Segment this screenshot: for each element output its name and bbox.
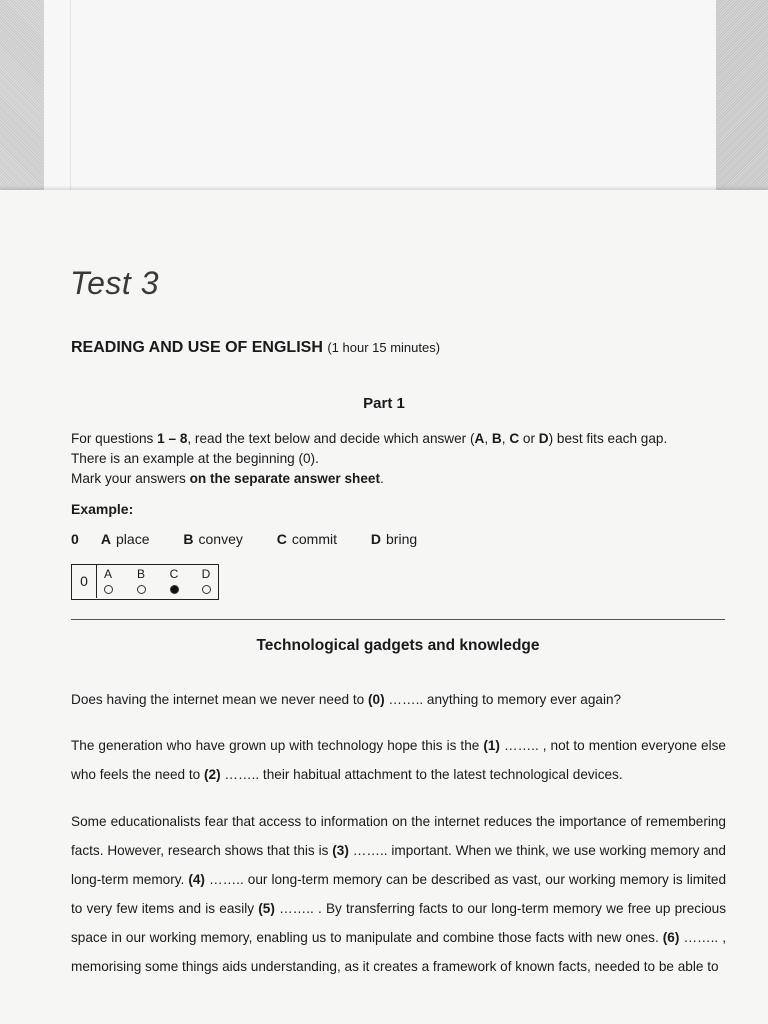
instruction-line-1: For questions 1 – 8, read the text below and decide which answer (A, B, C or D) best fits each gap.: [71, 431, 668, 446]
gap-1: (1): [483, 738, 500, 753]
instruction-line-2: There is an example at the beginning (0).: [71, 451, 319, 466]
example-option-a: A place: [100, 531, 150, 547]
gap-4: (4): [188, 872, 205, 887]
section-divider: [71, 619, 725, 620]
example-option-d: D bring: [370, 531, 418, 547]
instruction-line-3: Mark your answers on the separate answer sheet.: [71, 471, 384, 486]
passage-text: [71, 685, 726, 999]
test-title: Test 3: [70, 265, 159, 301]
page-margin-line: [70, 0, 71, 190]
section-name: READING AND USE OF ENGLISH: [71, 339, 323, 356]
answer-letter-a: A: [103, 567, 112, 581]
passage-paragraph-1: Does having the internet mean we never need to (0) …….. anything to memory ever again?: [71, 692, 622, 707]
scan-background-right: [716, 0, 768, 190]
gap-6: (6): [662, 930, 680, 945]
example-option-c: C commit: [276, 531, 337, 547]
previous-page-edge: [44, 0, 716, 190]
passage-title: Technological gadgets and knowledge: [256, 637, 540, 654]
gap-3: (3): [332, 843, 349, 858]
answer-letter-b: B: [136, 567, 145, 581]
answer-column-a: [98, 568, 118, 594]
section-heading: [71, 339, 440, 357]
example-option-b: B convey: [183, 531, 243, 547]
example-number: 0: [71, 531, 79, 547]
section-duration: (1 hour 15 minutes): [327, 340, 441, 355]
answer-column-d: [196, 568, 216, 594]
answer-bubble-a: [104, 585, 113, 594]
answer-bubble-b: [137, 585, 146, 594]
scan-background-left: [0, 0, 44, 190]
answer-box-number: 0: [72, 565, 97, 598]
document-page: [0, 190, 768, 1024]
example-label: Example:: [71, 501, 134, 517]
passage-paragraph-3: Some educationalists fear that access to information on the internet reduces the importance of remembering facts. However, research shows that this is (3) …….. important. When we think, we use working memory and long-term memory. (4) …….. our long-term memory can be described as vast, our working memory is limited to very few items and is easily (5) …….. . By transferring facts to our long-term memory we free up precious space in our working memory, enabling us to manipulate and combine those facts with new ones. (6) …….. , memorising some things aids understanding, as it creates a framework of known facts, needed to be able to: [71, 814, 727, 974]
part-title: Part 1: [363, 395, 405, 412]
example-options: [71, 531, 447, 547]
instructions: [71, 429, 741, 489]
answer-bubble-d: [202, 585, 211, 594]
answer-column-c: [164, 568, 184, 594]
answer-letter-d: D: [201, 567, 211, 581]
gap-0: (0): [368, 692, 385, 707]
example-answer-box: [71, 564, 219, 600]
passage-paragraph-2: The generation who have grown up with technology hope this is the (1) …….. , not to mention everyone else who feels the need to (2) …….. their habitual attachment to the latest technological devices.: [71, 738, 726, 782]
gap-5: (5): [258, 901, 275, 916]
gap-2: (2): [204, 767, 221, 782]
answer-column-b: [131, 568, 151, 594]
answer-bubble-c: [170, 585, 179, 594]
answer-letter-c: C: [169, 567, 179, 581]
